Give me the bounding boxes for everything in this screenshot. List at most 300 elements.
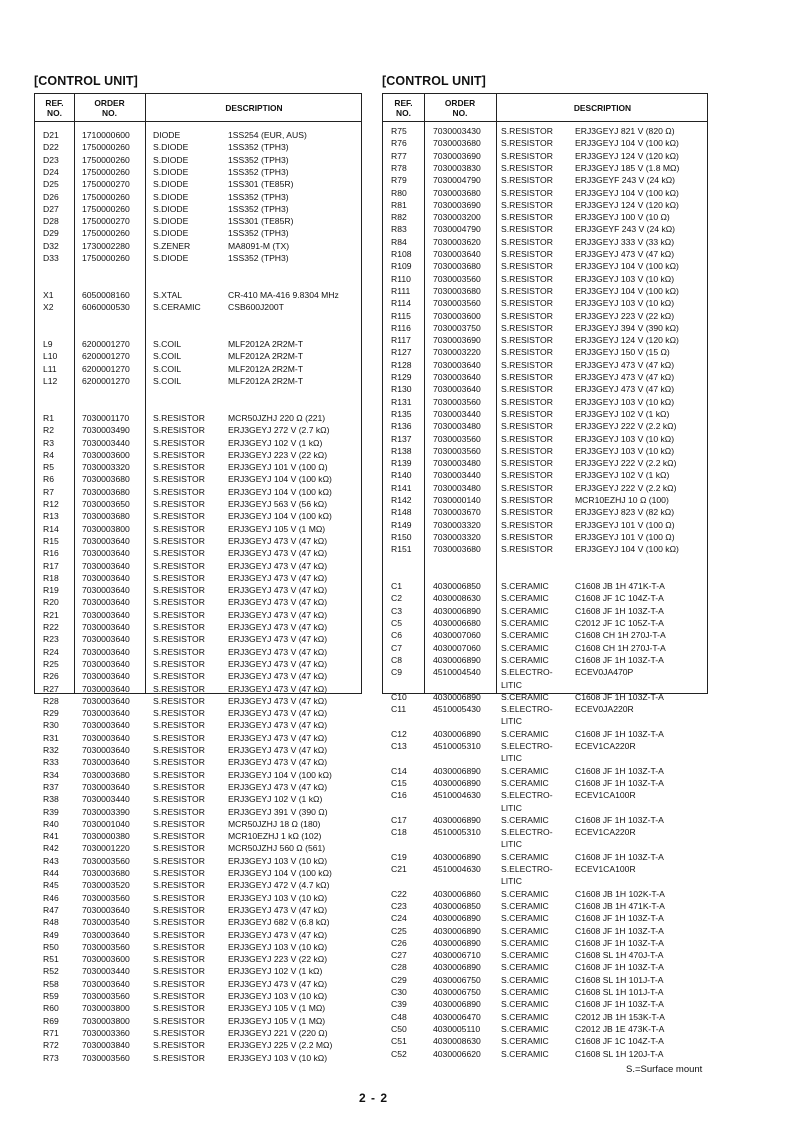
- part-spec: ERJ3GEYJ 473 V (47 kΩ): [228, 609, 328, 620]
- table-row: [383, 580, 707, 592]
- ref-no: R48: [43, 917, 59, 928]
- table-row: [383, 715, 707, 727]
- order-no: 7030003640: [82, 745, 130, 755]
- order-no: 4030006710: [433, 950, 481, 961]
- part-type: S.RESISTOR: [153, 1003, 205, 1014]
- part-spec: ERJ3GEYJ 104 V (100 kΩ): [228, 769, 332, 780]
- part-type: S.RESISTOR: [153, 978, 205, 989]
- part-spec: C1608 JF 1H 103Z-T-A: [575, 728, 664, 739]
- order-no: 7030003640: [82, 658, 130, 669]
- part-spec: C1608 JF 1H 103Z-T-A: [575, 814, 664, 825]
- ref-no: C13: [391, 741, 407, 751]
- ref-no: D29: [43, 228, 59, 239]
- table-row: [35, 867, 361, 879]
- table-row: [35, 1027, 361, 1039]
- order-no: 7030003620: [433, 236, 481, 247]
- part-spec: 1SS254 (EUR, AUS): [228, 130, 307, 140]
- ref-no: R75: [391, 126, 407, 136]
- ref-no: R139: [391, 458, 412, 469]
- part-spec: C1608 SL 1H 101J-T-A: [575, 974, 664, 985]
- ref-no: D22: [43, 142, 59, 153]
- part-type: S.RESISTOR: [153, 941, 205, 952]
- table-row: [383, 433, 707, 445]
- ref-no: D27: [43, 203, 59, 214]
- order-no: 7030003540: [82, 917, 130, 928]
- table-row: [383, 1011, 707, 1023]
- order-no: 7030003640: [433, 359, 481, 370]
- ref-no: R3: [43, 437, 54, 448]
- table-row: [35, 732, 361, 744]
- part-type: S.RESISTOR: [501, 126, 553, 136]
- part-spec: ERJ3GEYJ 394 V (390 kΩ): [575, 322, 679, 333]
- order-no: 7030000140: [433, 495, 481, 505]
- ref-no: R17: [43, 560, 59, 571]
- part-spec: ERJ3GEYJ 473 V (47 kΩ): [575, 372, 675, 382]
- part-spec: ERJ3GEYJ 473 V (47 kΩ): [228, 597, 328, 608]
- table-row: [383, 285, 707, 297]
- table-row: [35, 572, 361, 584]
- part-type: S.CERAMIC: [501, 962, 549, 973]
- table-row: [383, 814, 707, 826]
- table-row: [35, 916, 361, 928]
- order-no: 7030003830: [433, 162, 481, 173]
- order-no: 7030003640: [82, 720, 130, 731]
- table-row: [35, 191, 361, 203]
- part-spec: ERJ3GEYJ 185 V (1.8 MΩ): [575, 162, 680, 173]
- order-no: 4030006890: [433, 962, 481, 973]
- part-spec: MLF2012A 2R2M-T: [228, 376, 303, 386]
- order-no: 4030006750: [433, 987, 481, 997]
- part-type: S.RESISTOR: [153, 572, 205, 583]
- table-row: [383, 322, 707, 334]
- ref-no: R23: [43, 634, 59, 645]
- order-no: 7030003440: [433, 470, 481, 481]
- part-type: S.RESISTOR: [501, 384, 553, 395]
- part-type: S.RESISTOR: [153, 646, 205, 657]
- ref-no: R15: [43, 535, 59, 546]
- part-type: S.COIL: [153, 363, 182, 374]
- part-type: S.RESISTOR: [153, 609, 205, 620]
- ref-no: R117: [391, 335, 411, 346]
- order-no: 4030006850: [433, 581, 481, 592]
- part-spec: ERJ3GEYJ 104 V (100 kΩ): [228, 511, 332, 522]
- part-spec: MLF2012A 2R2M-T: [228, 363, 303, 374]
- part-spec: ERJ3GEYJ 105 V (1 MΩ): [228, 523, 326, 534]
- order-no: 4030006890: [433, 691, 481, 702]
- part-spec: ERJ3GEYJ 101 V (100 Ω): [575, 519, 675, 530]
- order-no: 7030003440: [82, 437, 130, 448]
- order-no: 4510004540: [433, 667, 481, 678]
- part-type: S.RESISTOR: [153, 535, 205, 546]
- order-no: 6200001270: [82, 376, 130, 386]
- table-row: [35, 744, 361, 756]
- table-row: [35, 400, 361, 412]
- table-row: [35, 141, 361, 153]
- left-parts-table: [34, 93, 362, 1063]
- table-row: [383, 383, 707, 395]
- ref-no: C25: [391, 925, 407, 936]
- part-type: S.CERAMIC: [501, 974, 549, 985]
- order-no: 7030003640: [82, 535, 130, 546]
- order-no: 7030003640: [82, 548, 130, 559]
- order-no: 7030003320: [82, 462, 130, 473]
- order-no: 1750000260: [82, 154, 130, 165]
- table-row: [35, 818, 361, 830]
- ref-no: C39: [391, 999, 407, 1010]
- part-spec: ERJ3GEYJ 223 V (22 kΩ): [575, 310, 675, 321]
- part-type: S.RESISTOR: [153, 745, 205, 755]
- left-header-ref: REF. NO.: [45, 97, 64, 118]
- part-spec: ERJ3GEYJ 473 V (47 kΩ): [228, 757, 328, 768]
- table-row: [35, 473, 361, 485]
- part-spec: ERJ3GEYJ 473 V (47 kΩ): [228, 572, 328, 583]
- ref-no: R82: [391, 212, 407, 223]
- order-no: 4510005430: [433, 704, 481, 715]
- order-no: 1710000600: [82, 130, 130, 140]
- table-row: [35, 892, 361, 904]
- right-rows: [383, 121, 707, 1059]
- part-type: S.COIL: [153, 376, 182, 386]
- part-spec: ECEV1CA220R: [575, 827, 636, 838]
- table-row: [383, 248, 707, 260]
- part-spec: 1SS352 (TPH3): [228, 203, 289, 214]
- table-row: [383, 211, 707, 223]
- order-no: 7030001220: [82, 843, 130, 854]
- part-spec: 1SS352 (TPH3): [228, 142, 289, 153]
- order-no: 7030004790: [433, 224, 481, 235]
- order-no: 7030003480: [433, 421, 481, 432]
- part-type: S.RESISTOR: [153, 929, 205, 940]
- part-spec: C1608 JF 1H 103Z-T-A: [575, 925, 664, 936]
- part-type: S.RESISTOR: [153, 486, 205, 497]
- order-no: 7030003360: [82, 1027, 130, 1038]
- part-spec: ERJ3GEYJ 222 V (2.2 kΩ): [575, 421, 677, 432]
- ref-no: C48: [391, 1011, 407, 1022]
- part-type: S.RESISTOR: [153, 855, 205, 866]
- table-row: [35, 596, 361, 608]
- ref-no: C27: [391, 950, 407, 961]
- order-no: 6050008160: [82, 289, 130, 300]
- table-row: [35, 855, 361, 867]
- ref-no: R128: [391, 359, 412, 370]
- table-row: [383, 691, 707, 703]
- part-spec: ERJ3GEYJ 473 V (47 kΩ): [228, 781, 328, 792]
- part-spec: ERJ3GEYJ 473 V (47 kΩ): [575, 359, 675, 370]
- part-type: S.RESISTOR: [153, 695, 205, 706]
- part-spec: ERJ3GEYJ 104 V (100 kΩ): [575, 138, 679, 149]
- ref-no: R129: [391, 372, 412, 382]
- part-spec: C1608 JF 1H 103Z-T-A: [575, 999, 664, 1010]
- part-spec: MCR50JZHJ 18 Ω (180): [228, 818, 321, 829]
- order-no: 4030006890: [433, 814, 481, 825]
- part-type: S.RESISTOR: [153, 449, 205, 460]
- order-no: 4030006860: [433, 888, 481, 899]
- table-row: [383, 125, 707, 137]
- table-row: [35, 301, 361, 313]
- table-row: [383, 396, 707, 408]
- part-type: S.RESISTOR: [153, 904, 205, 915]
- part-spec: ERJ3GEYJ 473 V (47 kΩ): [228, 622, 328, 632]
- ref-no: C9: [391, 667, 402, 678]
- part-spec: C1608 CH 1H 270J-T-A: [575, 642, 666, 653]
- table-row: [35, 683, 361, 695]
- part-type: S.RESISTOR: [153, 831, 205, 842]
- ref-no: C15: [391, 777, 407, 788]
- order-no: 7030003640: [82, 634, 130, 645]
- part-spec: ERJ3GEYJ 473 V (47 kΩ): [228, 978, 328, 989]
- order-no: 7030003560: [433, 273, 481, 284]
- ref-no: R41: [43, 831, 59, 842]
- part-spec: ERJ3GEYJ 102 V (1 kΩ): [575, 408, 670, 419]
- part-type: S.RESISTOR: [153, 425, 205, 436]
- order-no: 7030003640: [433, 372, 481, 382]
- part-spec: ERJ3GEYJ 102 V (1 kΩ): [228, 966, 323, 977]
- order-no: 7030003670: [433, 507, 481, 518]
- order-no: 7030003650: [82, 499, 130, 509]
- order-no: 7030003560: [433, 433, 481, 444]
- ref-no: R52: [43, 966, 59, 977]
- ref-no: R136: [391, 421, 412, 432]
- table-row: [383, 826, 707, 838]
- table-row: [383, 457, 707, 469]
- part-type: S.RESISTOR: [153, 794, 205, 805]
- part-spec: ECEV0JA220R: [575, 704, 634, 715]
- order-no: 6200001270: [82, 339, 130, 350]
- part-type: S.CERAMIC: [501, 618, 549, 628]
- part-spec: ERJ3GEYJ 823 V (82 kΩ): [575, 507, 675, 518]
- table-row: [383, 1035, 707, 1047]
- order-no: 4030007060: [433, 642, 481, 653]
- part-type: S.RESISTOR: [153, 548, 205, 559]
- part-spec: MLF2012A 2R2M-T: [228, 339, 303, 350]
- table-row: [383, 912, 707, 924]
- ref-no: C3: [391, 605, 402, 616]
- part-spec: ERJ3GEYJ 563 V (56 kΩ): [228, 499, 328, 509]
- part-spec: ERJ3GEYJ 104 V (100 kΩ): [575, 285, 679, 296]
- part-spec: ERJ3GEYJ 103 V (10 kΩ): [228, 1052, 328, 1063]
- table-row: [35, 277, 361, 289]
- part-type: S.CERAMIC: [501, 1036, 549, 1047]
- part-spec: ERJ3GEYJ 104 V (100 kΩ): [575, 187, 679, 198]
- order-no: 7030003480: [433, 482, 481, 493]
- part-type: S.RESISTOR: [153, 757, 205, 768]
- part-type: S.RESISTOR: [501, 322, 553, 333]
- order-no: 7030003490: [82, 425, 130, 436]
- table-row: [35, 929, 361, 941]
- order-no: 7030003430: [433, 126, 481, 136]
- part-spec: ERJ3GEYJ 102 V (1 kΩ): [575, 470, 670, 481]
- part-type: S.RESISTOR: [501, 261, 553, 272]
- table-row: [35, 424, 361, 436]
- part-spec: ERJ3GEYJ 223 V (22 kΩ): [228, 449, 328, 460]
- order-no: 7030003680: [82, 486, 130, 497]
- part-spec: ERJ3GEYJ 473 V (47 kΩ): [228, 671, 328, 682]
- table-row: [383, 494, 707, 506]
- part-type: LITIC: [501, 839, 523, 850]
- part-type: S.RESISTOR: [501, 138, 553, 149]
- order-no: 4030008630: [433, 1036, 481, 1047]
- order-no: 7030003640: [82, 609, 130, 620]
- ref-no: R148: [391, 507, 412, 518]
- order-no: 7030003600: [433, 310, 481, 321]
- order-no: 4030006680: [433, 618, 481, 628]
- order-no: 4030006890: [433, 728, 481, 739]
- order-no: 7030003480: [433, 458, 481, 469]
- order-no: 4030006890: [433, 777, 481, 788]
- left-header-description: DESCRIPTION: [225, 102, 283, 113]
- order-no: 7030003680: [82, 474, 130, 485]
- order-no: 7030003680: [433, 187, 481, 198]
- part-type: S.CERAMIC: [501, 777, 549, 788]
- order-no: 4510004630: [433, 790, 481, 801]
- ref-no: R46: [43, 892, 59, 903]
- part-spec: ERJ3GEYJ 104 V (100 kΩ): [228, 474, 332, 485]
- table-row: [383, 519, 707, 531]
- part-spec: ERJ3GEYJ 103 V (10 kΩ): [228, 941, 328, 952]
- table-row: [383, 506, 707, 518]
- part-spec: 1SS352 (TPH3): [228, 253, 289, 263]
- part-type: S.DIODE: [153, 166, 189, 177]
- table-row: [383, 605, 707, 617]
- part-type: S.ELECTRO-: [501, 741, 553, 751]
- part-type: S.ELECTRO-: [501, 790, 553, 801]
- part-spec: ERJ3GEYJ 101 V (100 Ω): [575, 531, 675, 542]
- part-spec: CR-410 MA-416 9.8304 MHz: [228, 289, 339, 300]
- order-no: 7030003680: [82, 868, 130, 878]
- part-type: S.RESISTOR: [501, 273, 553, 284]
- order-no: 4030006890: [433, 654, 481, 665]
- table-row: [35, 756, 361, 768]
- ref-no: R150: [391, 531, 412, 542]
- order-no: 7030003560: [82, 1052, 130, 1063]
- order-no: 7030003840: [82, 1040, 130, 1051]
- ref-no: C28: [391, 962, 407, 973]
- part-type: S.RESISTOR: [501, 408, 553, 419]
- ref-no: C52: [391, 1048, 407, 1059]
- table-row: [383, 851, 707, 863]
- table-row: [35, 584, 361, 596]
- part-type: S.RESISTOR: [153, 437, 205, 448]
- right-header-ref: REF. NO.: [394, 97, 413, 118]
- table-row: [383, 420, 707, 432]
- table-row: [383, 236, 707, 248]
- part-spec: MLF2012A 2R2M-T: [228, 351, 303, 362]
- ref-no: R25: [43, 658, 59, 669]
- part-type: S.RESISTOR: [153, 991, 205, 1001]
- right-header-order: ORDER NO.: [444, 97, 476, 118]
- table-row: [35, 658, 361, 670]
- table-row: [35, 941, 361, 953]
- part-spec: C2012 JF 1C 105Z-T-A: [575, 618, 664, 628]
- part-spec: ERJ3GEYJ 103 V (10 kΩ): [228, 892, 328, 903]
- part-type: S.ZENER: [153, 240, 191, 251]
- order-no: 7030003440: [82, 966, 130, 977]
- part-spec: ERJ3GEYJ 473 V (47 kΩ): [575, 249, 675, 259]
- table-row: [35, 363, 361, 375]
- ref-no: R26: [43, 671, 59, 682]
- order-no: 7030000380: [82, 831, 130, 842]
- table-row: [35, 953, 361, 965]
- table-row: [383, 408, 707, 420]
- ref-no: L12: [43, 376, 58, 386]
- ref-no: R19: [43, 585, 59, 596]
- order-no: 7030003320: [433, 519, 481, 530]
- order-no: 7030003320: [433, 531, 481, 542]
- ref-no: C29: [391, 974, 407, 985]
- part-spec: ERJ3GEYJ 222 V (2.2 kΩ): [575, 482, 677, 493]
- part-spec: 1SS301 (TE85R): [228, 179, 294, 190]
- order-no: 7030003680: [433, 261, 481, 272]
- ref-no: D23: [43, 154, 59, 165]
- part-type: S.RESISTOR: [153, 462, 205, 473]
- order-no: 7030003680: [433, 285, 481, 296]
- ref-no: R37: [43, 781, 59, 792]
- table-row: [35, 461, 361, 473]
- ref-no: L9: [43, 339, 53, 350]
- table-row: [383, 199, 707, 211]
- table-row: [35, 449, 361, 461]
- ref-no: R78: [391, 162, 407, 173]
- order-no: 6200001270: [82, 363, 130, 374]
- ref-no: C12: [391, 728, 407, 739]
- table-row: [35, 621, 361, 633]
- ref-no: R76: [391, 138, 407, 149]
- part-type: S.RESISTOR: [501, 224, 553, 235]
- ref-no: D33: [43, 253, 59, 263]
- order-no: 7030003600: [82, 449, 130, 460]
- ref-no: R60: [43, 1003, 59, 1014]
- order-no: 1730002280: [82, 240, 130, 251]
- order-no: 7030003640: [82, 671, 130, 682]
- right-parts-table: [382, 93, 708, 1059]
- part-spec: ERJ3GEYJ 103 V (10 kΩ): [575, 433, 675, 444]
- table-row: [383, 346, 707, 358]
- table-row: [35, 510, 361, 522]
- ref-no: D26: [43, 191, 59, 202]
- ref-no: R79: [391, 175, 407, 186]
- table-row: [35, 412, 361, 424]
- part-type: S.RESISTOR: [153, 523, 205, 534]
- part-type: S.RESISTOR: [153, 769, 205, 780]
- part-type: S.RESISTOR: [501, 236, 553, 247]
- ref-no: R18: [43, 572, 59, 583]
- ref-no: R72: [43, 1040, 59, 1051]
- ref-no: R31: [43, 732, 59, 743]
- ref-no: C18: [391, 827, 407, 838]
- part-spec: C2012 JB 1H 153K-T-A: [575, 1011, 665, 1022]
- part-spec: ERJ3GEYJ 473 V (47 kΩ): [228, 658, 328, 669]
- ref-no: R115: [391, 310, 411, 321]
- part-spec: ERJ3GEYJ 101 V (100 Ω): [228, 462, 328, 473]
- part-type: S.RESISTOR: [153, 499, 205, 509]
- table-row: [383, 174, 707, 186]
- table-row: [35, 806, 361, 818]
- part-type: S.RESISTOR: [153, 708, 205, 719]
- part-spec: 1SS352 (TPH3): [228, 191, 289, 202]
- order-no: 1750000260: [82, 253, 130, 263]
- ref-no: C7: [391, 642, 402, 653]
- left-rows: [35, 121, 361, 1063]
- part-type: S.CERAMIC: [501, 851, 549, 862]
- part-type: S.ELECTRO-: [501, 864, 553, 874]
- part-spec: ERJ3GEYJ 104 V (100 kΩ): [228, 868, 332, 878]
- table-row: [35, 990, 361, 1002]
- part-spec: ERJ3GEYJ 103 V (10 kΩ): [575, 445, 675, 456]
- part-spec: ERJ3GEYJ 473 V (47 kΩ): [228, 904, 328, 915]
- table-row: [383, 986, 707, 998]
- table-row: [35, 437, 361, 449]
- part-spec: ERJ3GEYJ 103 V (10 kΩ): [228, 991, 328, 1001]
